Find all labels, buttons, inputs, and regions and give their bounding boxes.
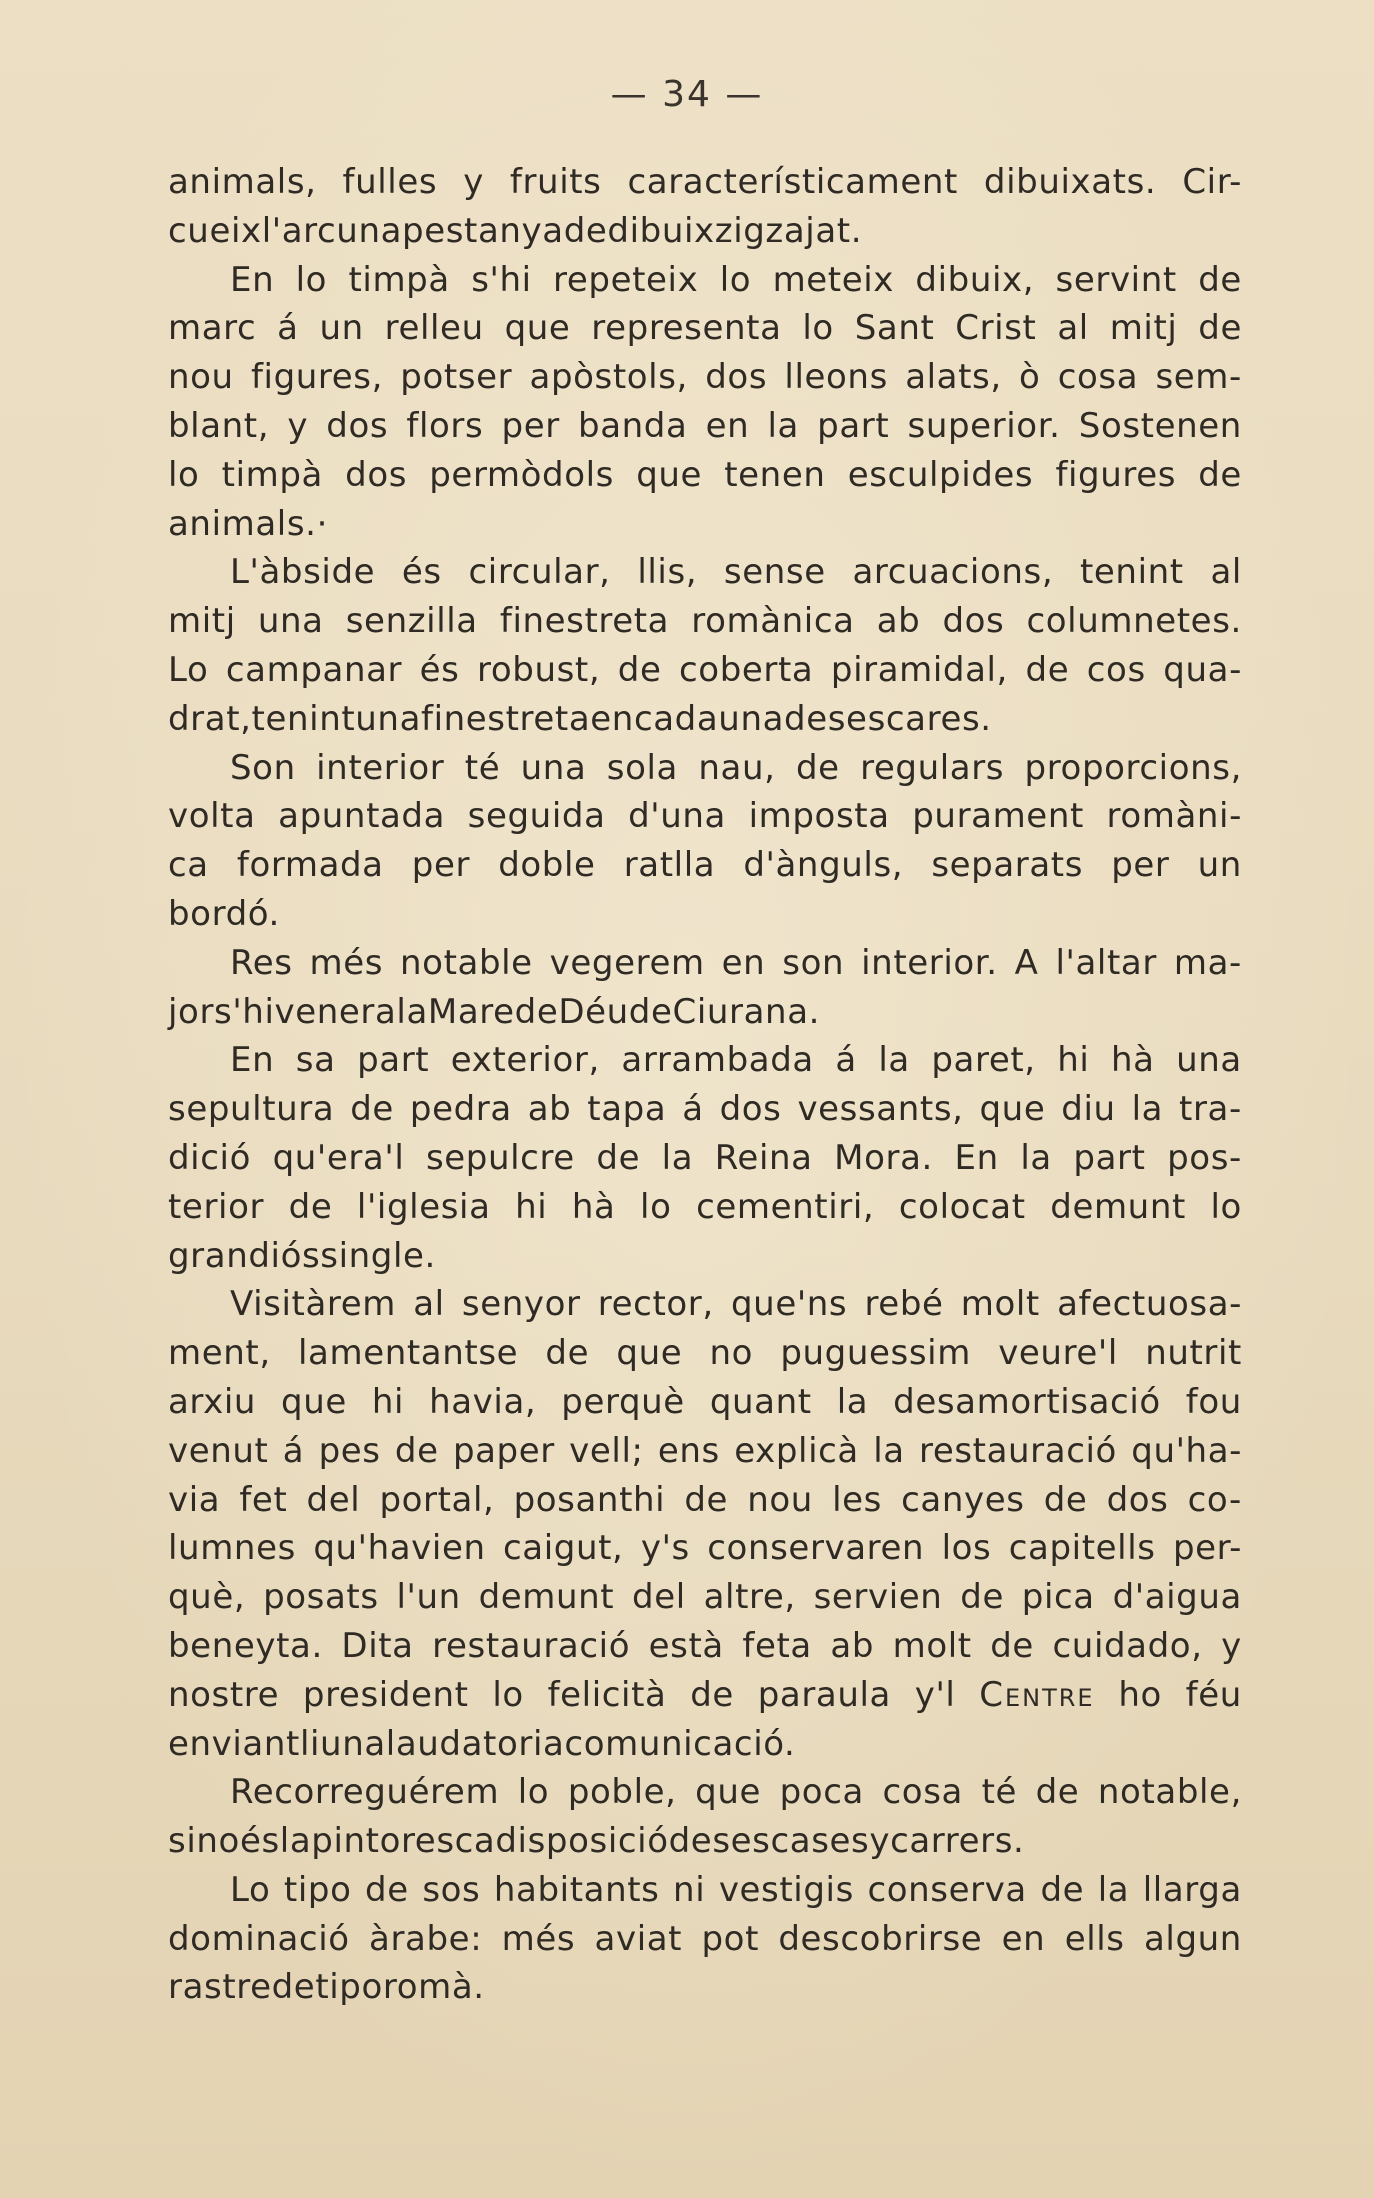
text-line: via fet del portal, posanthi de nou les canyes de dos co- bbox=[168, 1479, 1242, 1520]
text-line: dició qu'era'l sepulcre de la Reina Mora. En la part pos- bbox=[168, 1137, 1242, 1178]
text-line: arxiu que hi havia, perquè quant la desamortisació fou bbox=[168, 1381, 1242, 1422]
text-line: venut á pes de paper vell; ens explicà la restauració qu'ha- bbox=[168, 1430, 1242, 1471]
text-line: Son interior té una sola nau, de regulars proporcions, bbox=[230, 747, 1242, 788]
text-line: dominació àrabe: més aviat pot descobrirse en ells algun bbox=[168, 1918, 1242, 1959]
text-line: què, posats l'un demunt del altre, servien de pica d'aigua bbox=[168, 1577, 1242, 1618]
text-line: blant, y dos flors per banda en la part superior. Sostenen bbox=[168, 405, 1242, 446]
text-line: si no és la pintoresca disposició de ses cases y carrers. bbox=[168, 1821, 1025, 1862]
text-line: enviantli una laudatoria comunicació. bbox=[168, 1723, 796, 1764]
text-line: nostre president lo felicità de paraula y'l Centre ho féu bbox=[168, 1674, 1242, 1715]
text-line: En lo timpà s'hi repeteix lo meteix dibuix, servint de bbox=[230, 259, 1242, 300]
text-line: sepultura de pedra ab tapa á dos vessants, que diu la tra- bbox=[168, 1089, 1242, 1130]
text-line: Lo campanar és robust, de coberta piramidal, de cos qua- bbox=[168, 649, 1242, 690]
text-line: Recorreguérem lo poble, que poca cosa té de notable, bbox=[230, 1772, 1242, 1813]
text-line: nou figures, potser apòstols, dos lleons alats, ò cosa sem- bbox=[168, 357, 1242, 398]
text-line: bordó. bbox=[168, 893, 280, 934]
text-line: Res més notable vegerem en son interior. A l'altar ma- bbox=[230, 942, 1242, 983]
text-line: animals, fulles y fruits característicament dibuixats. Cir- bbox=[168, 162, 1242, 202]
text-line: En sa part exterior, arrambada á la paret, hi hà una bbox=[230, 1040, 1242, 1081]
body-text bbox=[168, 158, 1242, 2012]
text-line: terior de l'iglesia hi hà lo cementiri, colocat demunt lo bbox=[168, 1186, 1242, 1227]
text-line: L'àbside és circular, llis, sense arcuacions, tenint al bbox=[230, 552, 1242, 593]
text-line: ca formada per doble ratlla d'ànguls, separats per un bbox=[168, 845, 1242, 886]
text-line: Lo tipo de sos habitants ni vestigis conserva de la llarga bbox=[230, 1869, 1242, 1910]
text-line: rastre de tipo romà. bbox=[168, 1967, 485, 2008]
text-line: drat, tenint una finestreta en cada una de ses cares. bbox=[168, 698, 992, 739]
text-line: mitj una senzilla finestreta romànica ab dos columnetes. bbox=[168, 601, 1242, 642]
text-line: Visitàrem al senyor rector, que'ns rebé molt afectuosa- bbox=[230, 1284, 1242, 1325]
page-number: — 34 — bbox=[610, 74, 764, 115]
text-line: ment, lamentantse de que no puguessim veure'l nutrit bbox=[168, 1333, 1242, 1374]
text-line: animals. · bbox=[168, 503, 328, 544]
text-line: lumnes qu'havien caigut, y's conservaren los capitells per- bbox=[168, 1528, 1242, 1569]
text-line: grandiós single. bbox=[168, 1235, 436, 1276]
text-line: jor s'hi venera la Mare de Déu de Ciurana. bbox=[168, 991, 821, 1032]
text-line: cueix l'arc una pestanya de dibuix zigzajat. bbox=[168, 210, 863, 251]
text-line: volta apuntada seguida d'una imposta purament romàni- bbox=[168, 796, 1242, 837]
text-line: beneyta. Dita restauració està feta ab molt de cuidado, y bbox=[168, 1625, 1242, 1666]
text-line: lo timpà dos permòdols que tenen esculpides figures de bbox=[168, 454, 1242, 495]
text-line: marc á un relleu que representa lo Sant Crist al mitj de bbox=[168, 308, 1242, 349]
